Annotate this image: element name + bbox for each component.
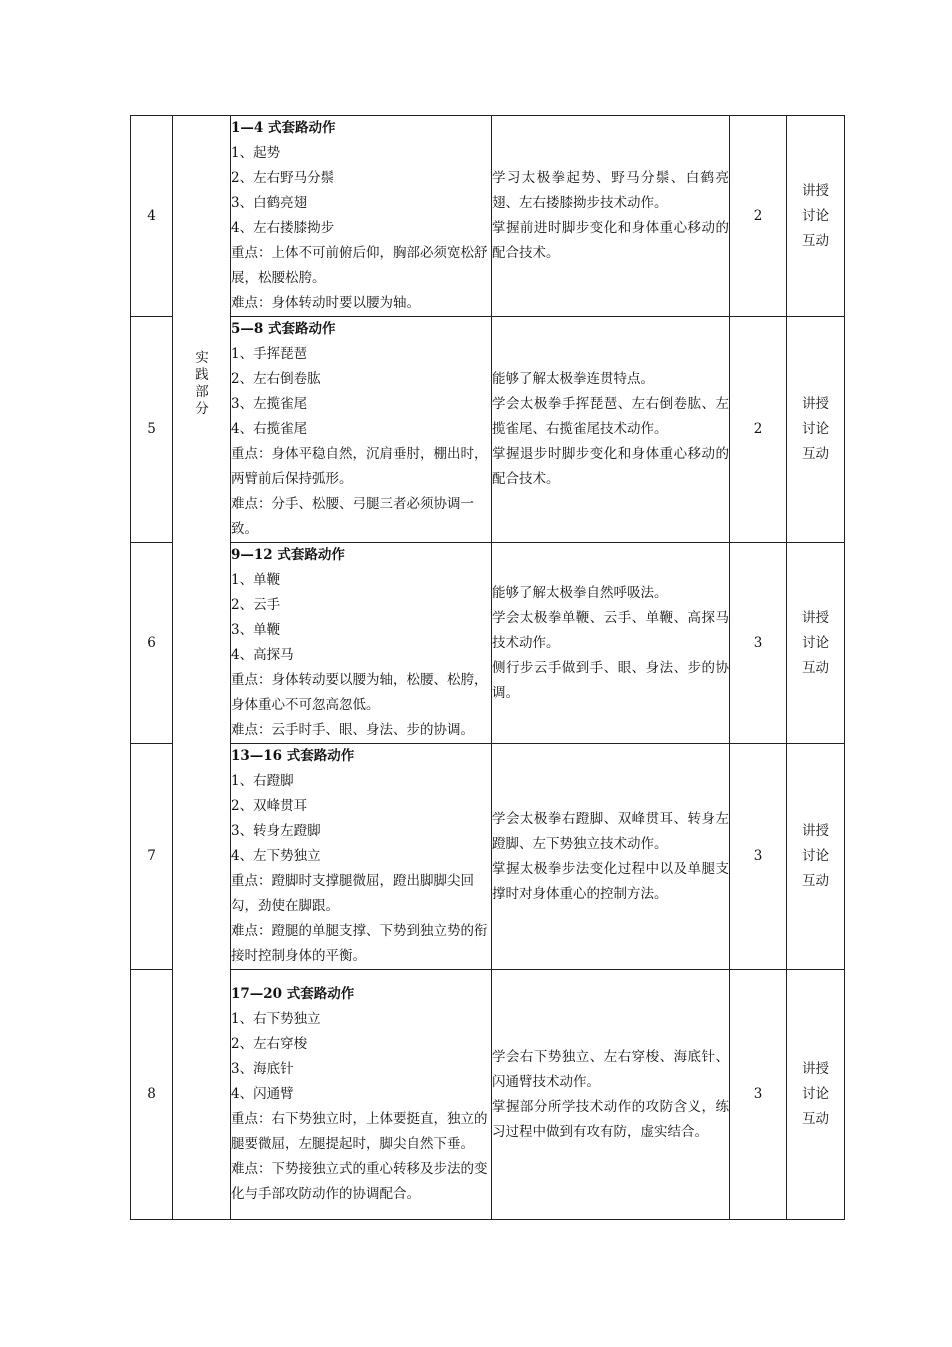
content-cell (231, 317, 492, 543)
goal-cell (492, 317, 730, 543)
content-item: 4、闪通臂 (231, 1086, 294, 1102)
goal-cell (492, 744, 730, 970)
content-cell (231, 116, 492, 317)
goal-text: 学会太极拳手挥琵琶、左右倒卷肱、左揽雀尾、右揽雀尾技术动作。 (492, 396, 729, 437)
key-point: 重点：蹬脚时支撑腿微屈，蹬出脚脚尖回勾，劲使在脚跟。 (231, 873, 474, 914)
section-cell (173, 116, 231, 1220)
difficulty: 难点：下势接独立式的重心转移及步法的变化与手部攻防动作的协调配合。 (231, 1161, 488, 1202)
content-item: 4、右揽雀尾 (231, 421, 308, 437)
method-text: 讨论 (802, 421, 829, 437)
goal-text: 侧行步云手做到手、眼、身法、步的协调。 (492, 659, 729, 701)
content-title: 5—8 式套路动作 (231, 321, 336, 337)
content-item: 2、双峰贯耳 (231, 798, 308, 814)
key-point: 重点：上体不可前俯后仰，胸部必须宽松舒展，松腰松胯。 (231, 245, 488, 286)
content-item: 4、左右搂膝拗步 (231, 220, 335, 236)
method-cell (787, 317, 845, 543)
goal-text: 掌握退步时脚步变化和身体重心移动的配合技术。 (492, 446, 729, 487)
content-item: 3、海底针 (231, 1061, 294, 1077)
content-item: 2、云手 (231, 597, 281, 613)
goal-text: 掌握太极拳步法变化过程中以及单腿支撑时对身体重心的控制方法。 (492, 860, 729, 902)
difficulty: 难点：分手、松腰、弓腿三者必须协调一致。 (231, 496, 474, 537)
content-item: 2、左右野马分鬃 (231, 170, 335, 186)
content-item: 4、高探马 (231, 647, 294, 663)
lesson-number: 4 (131, 116, 173, 317)
content-cell (231, 543, 492, 744)
content-item: 3、转身左蹬脚 (231, 823, 321, 839)
goal-text: 能够了解太极拳连贯特点。 (492, 371, 654, 387)
content-item: 3、左揽雀尾 (231, 396, 308, 412)
goal-cell (492, 970, 730, 1220)
method-text: 讨论 (802, 634, 829, 651)
difficulty: 难点：身体转动时要以腰为轴。 (231, 295, 420, 311)
content-item: 1、右蹬脚 (231, 773, 294, 789)
goal-text: 掌握前进时脚步变化和身体重心移动的配合技术。 (492, 220, 729, 261)
method-text: 互动 (802, 659, 829, 676)
difficulty: 难点：云手时手、眼、身法、步的协调。 (231, 722, 474, 738)
content-item: 4、左下势独立 (231, 848, 321, 864)
key-point: 重点：身体平稳自然，沉肩垂肘，棚出时，两臂前后保持弧形。 (231, 446, 488, 487)
section-label: 实践部分 (195, 349, 209, 417)
method-text: 互动 (802, 873, 829, 889)
difficulty: 难点：蹬腿的单腿支撑、下势到独立势的衔接时控制身体的平衡。 (231, 923, 488, 964)
method-text: 互动 (802, 446, 829, 462)
goal-cell (492, 116, 730, 317)
content-item: 1、单鞭 (231, 572, 281, 588)
method-text: 讨论 (802, 848, 829, 864)
content-item: 1、起势 (231, 145, 281, 161)
method-text: 讲授 (802, 609, 829, 626)
method-cell (787, 970, 845, 1220)
lesson-number: 7 (131, 744, 173, 970)
goal-text: 学会太极拳右蹬脚、双峰贯耳、转身左蹬脚、左下势独立技术动作。 (492, 810, 729, 852)
content-item: 3、白鹤亮翅 (231, 195, 308, 211)
content-title: 17—20 式套路动作 (231, 986, 355, 1002)
goal-text: 学会右下势独立、左右穿梭、海底针、闪通臂技术动作。 (492, 1048, 729, 1090)
hours-cell: 2 (730, 116, 787, 317)
content-title: 13—16 式套路动作 (231, 748, 355, 764)
key-point: 重点：身体转动要以腰为轴，松腰、松胯，身体重心不可忽高忽低。 (231, 672, 488, 713)
table-row (131, 317, 845, 543)
syllabus-table (130, 115, 845, 1220)
lesson-number: 5 (131, 317, 173, 543)
method-text: 讲授 (802, 396, 829, 412)
hours-cell: 2 (730, 317, 787, 543)
method-text: 讲授 (802, 823, 829, 839)
content-item: 3、单鞭 (231, 622, 281, 638)
lesson-number: 6 (131, 543, 173, 744)
table-row (131, 970, 845, 1220)
table-row (131, 543, 845, 744)
content-item: 2、左右倒卷肱 (231, 371, 321, 387)
method-text: 讨论 (802, 207, 829, 224)
method-cell (787, 744, 845, 970)
content-title: 9—12 式套路动作 (231, 547, 345, 563)
method-text: 讲授 (802, 182, 829, 199)
content-cell (231, 970, 492, 1220)
goal-text: 掌握部分所学技术动作的攻防含义，练习过程中做到有攻有防，虚实结合。 (492, 1098, 729, 1140)
key-point: 重点：右下势独立时，上体要挺直，独立的腿要微屈，左腿提起时，脚尖自然下垂。 (231, 1111, 488, 1152)
goal-text: 学会太极拳单鞭、云手、单鞭、高探马技术动作。 (492, 609, 729, 651)
hours-cell: 3 (730, 543, 787, 744)
content-title: 1—4 式套路动作 (231, 120, 336, 136)
table-row (131, 116, 845, 317)
content-cell (231, 744, 492, 970)
goal-text: 能够了解太极拳自然呼吸法。 (492, 584, 668, 601)
method-cell (787, 543, 845, 744)
method-cell (787, 116, 845, 317)
hours-cell: 3 (730, 744, 787, 970)
method-text: 讨论 (802, 1086, 829, 1102)
content-item: 1、手挥琵琶 (231, 346, 308, 362)
method-text: 讲授 (802, 1061, 829, 1077)
table-row (131, 744, 845, 970)
content-item: 2、左右穿梭 (231, 1036, 308, 1052)
content-item: 1、右下势独立 (231, 1011, 321, 1027)
hours-cell: 3 (730, 970, 787, 1220)
method-text: 互动 (802, 232, 829, 249)
lesson-number: 8 (131, 970, 173, 1220)
goal-text: 学习太极拳起势、野马分鬃、白鹤亮翅、左右搂膝拗步技术动作。 (492, 170, 729, 211)
goal-cell (492, 543, 730, 744)
method-text: 互动 (802, 1111, 829, 1127)
